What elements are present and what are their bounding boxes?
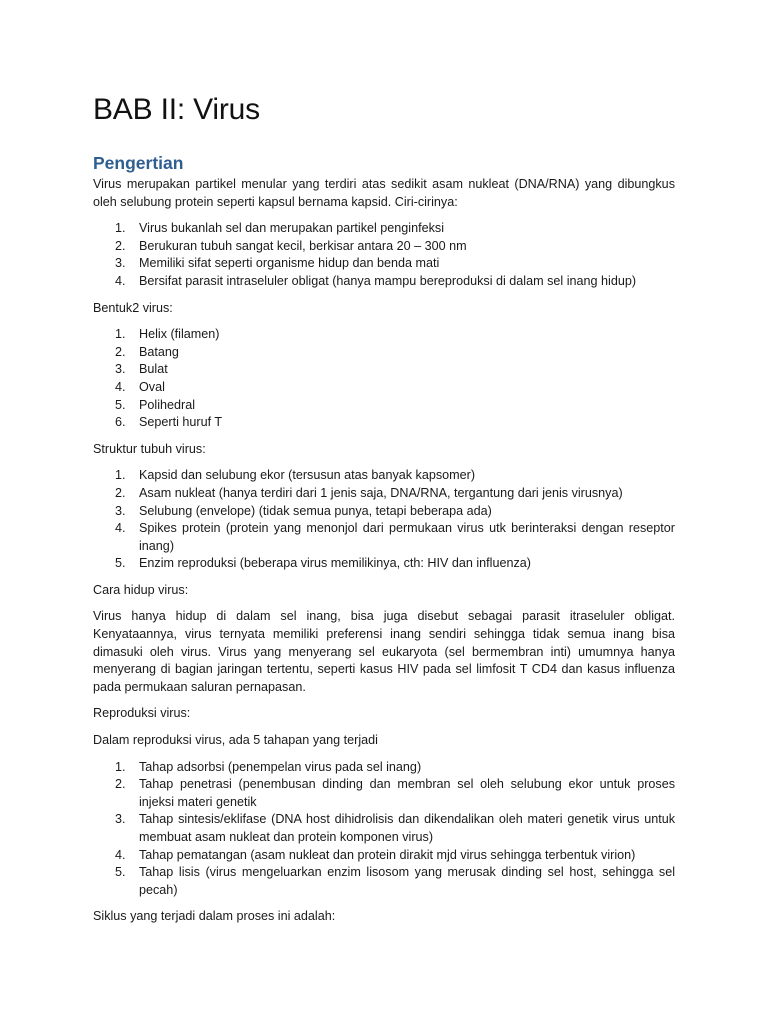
list-item-text: Helix (filamen) (139, 327, 220, 342)
list-item (93, 379, 675, 397)
reproduksi-label: Reproduksi virus: (93, 706, 191, 721)
list-item-number: 2. (115, 777, 126, 792)
list-item-number: 2. (115, 344, 126, 359)
list-item-text: Selubung (envelope) (tidak semua punya, tetapi beberapa ada) (139, 503, 492, 518)
tahap-list (93, 759, 675, 900)
list-item-text: Tahap adsorbsi (penempelan virus pada sel inang) (139, 759, 422, 774)
list-item-number: 2. (115, 485, 126, 500)
list-item (93, 503, 675, 521)
list-item-text: Memiliki sifat seperti organisme hidup dan benda mati (139, 256, 440, 271)
list-item-number: 5. (115, 397, 126, 412)
bentuk-label: Bentuk2 virus: (93, 300, 173, 315)
list-item-text: Tahap lisis (virus mengeluarkan enzim lisosom yang merusak dinding sel host, sehingga sel pecah) (139, 865, 675, 897)
list-item-number: 3. (115, 503, 126, 518)
list-item (93, 864, 675, 899)
list-item-number: 1. (115, 221, 126, 236)
cara-paragraph: Virus hanya hidup di dalam sel inang, bisa juga disebut sebagai parasit itraseluler obligat. Kenyataannya, virus ternyata memiliki preferensi inang sendiri sehingga tidak semua inang bisa dimasuki oleh virus. Virus yang menyerang sel eukaryota (sel bermembran inti) umumnya hanya menyerang di bagian jaringan tertentu, seperti kasus HIV pada sel limfosit T CD4 dan kasus influenza pada permukaan saluran pernapasan. (93, 609, 675, 694)
list-item (93, 326, 675, 344)
list-item-text: Enzim reproduksi (beberapa virus memilikinya, cth: HIV dan influenza) (139, 556, 531, 571)
list-item-number: 3. (115, 256, 126, 271)
list-item-text: Virus bukanlah sel dan merupakan partikel penginfeksi (139, 221, 445, 236)
list-item-text: Seperti huruf T (139, 415, 223, 430)
list-item-number: 4. (115, 273, 126, 288)
list-item-text: Oval (139, 379, 165, 394)
struktur-label: Struktur tubuh virus: (93, 441, 206, 456)
list-item (93, 238, 675, 256)
list-item-text: Asam nukleat (hanya terdiri dari 1 jenis saja, DNA/RNA, tergantung dari jenis virusnya) (139, 485, 623, 500)
list-item-text: Bulat (139, 362, 168, 377)
list-item (93, 811, 675, 846)
list-item-text: Polihedral (139, 397, 196, 412)
ciri-list (93, 220, 675, 290)
list-item-text: Kapsid dan selubung ekor (tersusun atas banyak kapsomer) (139, 468, 476, 483)
list-item (93, 847, 675, 865)
list-item-number: 1. (115, 327, 126, 342)
section-heading: Pengertian (93, 153, 184, 173)
reproduksi-intro: Dalam reproduksi virus, ada 5 tahapan yang terjadi (93, 733, 378, 748)
list-item-text: Bersifat parasit intraseluler obligat (hanya mampu bereproduksi di dalam sel inang hidup) (139, 273, 637, 288)
list-item (93, 776, 675, 811)
list-item-number: 4. (115, 847, 126, 862)
cara-label: Cara hidup virus: (93, 582, 189, 597)
list-item-text: Tahap pematangan (asam nukleat dan protein dirakit mjd virus sehingga terbentuk virion) (139, 847, 636, 862)
page-title: BAB II: Virus (93, 93, 260, 126)
list-item (93, 361, 675, 379)
list-item-number: 1. (115, 468, 126, 483)
intro-paragraph: Virus merupakan partikel menular yang terdiri atas sedikit asam nukleat (DNA/RNA) yang dibungkus oleh selubung protein seperti kapsul bernama kapsid. Ciri-cirinya: (93, 177, 675, 209)
list-item (93, 520, 675, 555)
list-item (93, 397, 675, 415)
list-item (93, 759, 675, 777)
list-item (93, 344, 675, 362)
list-item (93, 555, 675, 573)
list-item-text: Batang (139, 344, 179, 359)
struktur-list (93, 467, 675, 573)
list-item (93, 485, 675, 503)
list-item (93, 273, 675, 291)
list-item (93, 414, 675, 432)
list-item-number: 5. (115, 556, 126, 571)
list-item (93, 467, 675, 485)
list-item-number: 5. (115, 865, 126, 880)
list-item-number: 2. (115, 238, 126, 253)
list-item-text: Tahap sintesis/eklifase (DNA host dihidrolisis dan dikendalikan oleh materi genetik virus untuk membuat asam nukleat dan protein komponen virus) (139, 812, 675, 844)
list-item-number: 4. (115, 521, 126, 536)
list-item-number: 4. (115, 379, 126, 394)
list-item-text: Spikes protein (protein yang menonjol dari permukaan virus utk berinteraksi dengan reseptor inang) (139, 521, 675, 553)
list-item-number: 6. (115, 415, 126, 430)
bentuk-list (93, 326, 675, 432)
list-item-text: Tahap penetrasi (penembusan dinding dan membran sel oleh selubung ekor untuk proses injeksi materi genetik (139, 777, 675, 809)
list-item-number: 3. (115, 812, 126, 827)
list-item-number: 3. (115, 362, 126, 377)
list-item (93, 220, 675, 238)
document-body (93, 90, 675, 935)
siklus-label: Siklus yang terjadi dalam proses ini adalah: (93, 909, 336, 924)
list-item-text: Berukuran tubuh sangat kecil, berkisar antara 20 – 300 nm (139, 238, 467, 253)
list-item (93, 255, 675, 273)
list-item-number: 1. (115, 759, 126, 774)
